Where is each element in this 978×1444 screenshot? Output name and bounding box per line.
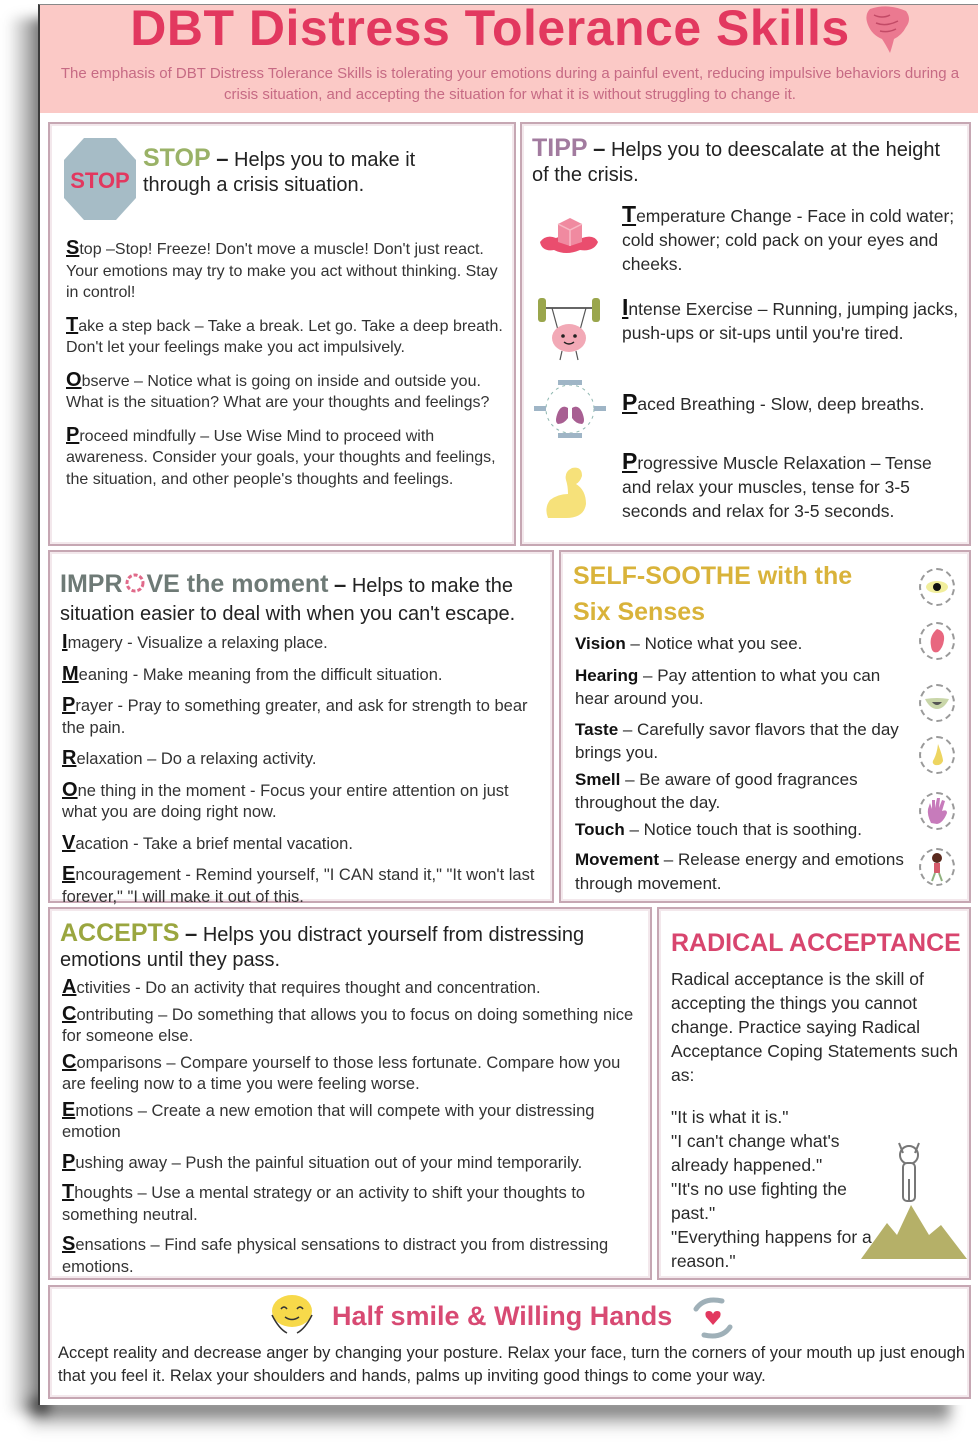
improve-key: IMPR VE the moment: [60, 570, 329, 598]
quote: "It's no use fighting the past.": [671, 1179, 847, 1223]
improve-item: One thing in the moment - Focus your entire attention on just what you are doing right now.: [62, 778, 509, 821]
improve-description: situation easier to deal with when you can't escape.: [60, 603, 516, 625]
flexed-arm-icon: [542, 464, 594, 522]
improve-item: Prayer - Pray to something greater, and ask for strength to bear the pain.: [62, 694, 528, 737]
tipp-item: Intense Exercise – Running, jumping jacks, push-ups or sit-ups until you're tired.: [622, 294, 959, 343]
improve-section: [48, 550, 554, 906]
self-soothe-title: SELF-SOOTHE with the Six Senses: [573, 562, 853, 626]
tipp-description: Helps you to deescalate at the height of the crisis.: [532, 139, 941, 186]
accepts-item: Activities - Do an activity that requires thought and concentration.: [62, 976, 541, 998]
accepts-list: [62, 977, 647, 1287]
improve-item: Vacation - Take a brief mental vacation.: [62, 831, 353, 854]
person-on-mountain-icon: [859, 1135, 969, 1263]
improve-item: Imagery - Visualize a relaxing place.: [62, 631, 328, 653]
poster: [38, 0, 978, 1405]
ear-icon: [919, 622, 955, 660]
quote: "It is what it is.": [671, 1107, 789, 1127]
improve-item: Encouragement - Remind yourself, "I CAN stand it," "It won't last forever," "I will make it out of this.: [62, 863, 535, 906]
sense-item: Vision – Notice what you see.: [575, 634, 803, 653]
tipp-item: Progressive Muscle Relaxation – Tense and relax your muscles, tense for 3-5 seconds and relax for 3-5 seconds.: [622, 448, 932, 521]
accepts-item: Sensations – Find safe physical sensations to distract you from distressing emotions.: [62, 1233, 609, 1276]
hand-icon: [919, 792, 955, 830]
radical-quotes: [671, 1105, 881, 1273]
improve-list: [62, 632, 542, 917]
improve-item: Relaxation – Do a relaxing activity.: [62, 747, 317, 769]
quote: "I can't change what's already happened.": [671, 1131, 840, 1175]
smiling-face-icon: [267, 1293, 317, 1337]
sense-item: Touch – Notice touch that is soothing.: [575, 819, 862, 839]
stop-item: Take a step back – Take a break. Let go. Take a deep breath. Don't let your feelings make you act impulsively.: [66, 313, 503, 356]
stop-item: Proceed mindfully – Use Wise Mind to proceed with awareness. Consider your goals, your thoughts and feelings, the situation, and other people's thoughts and feelings.: [66, 423, 496, 488]
tipp-item: Temperature Change - Face in cold water; cold shower; cold pack on your eyes and cheeks.: [622, 201, 955, 274]
radical-acceptance-section: [657, 907, 971, 1280]
accepts-item: Thoughts – Use a mental strategy or an activity to shift your thoughts to something neutral.: [62, 1181, 586, 1224]
tipp-key: TIPP: [532, 134, 588, 162]
half-smile-title: Half smile & Willing Hands: [332, 1301, 673, 1331]
accepts-section: [48, 907, 652, 1280]
accepts-item: Contributing – Do something that allows you to focus on doing something nice for someone else.: [62, 1002, 634, 1045]
tipp-section: [520, 122, 971, 546]
half-smile-section: [48, 1285, 971, 1399]
self-soothe-section: [559, 550, 971, 903]
accepts-item: Pushing away – Push the painful situation out of your mind temporarily.: [62, 1150, 583, 1173]
sense-item: Hearing – Pay attention to what you can hear around you.: [575, 665, 881, 708]
improve-header: IMPR VE the moment – Helps to make the situation easier to deal with when you can't escape.: [60, 570, 516, 625]
page-title: DBT Distress Tolerance Skills: [130, 0, 850, 56]
stop-sign-icon: [62, 136, 138, 222]
accepts-description: Helps you distract yourself from distressing emotions until they pass.: [60, 924, 585, 971]
accepts-key: ACCEPTS: [60, 919, 180, 947]
brain-icon: [862, 5, 914, 55]
senses-list: [575, 632, 905, 895]
eye-icon: [919, 568, 955, 606]
lungs-breathing-icon: [532, 378, 608, 440]
quote: "Everything happens for a reason.": [671, 1227, 872, 1271]
improve-item: Meaning - Make meaning from the difficult situation.: [62, 662, 443, 685]
stop-section: [48, 122, 516, 546]
accepts-header: ACCEPTS – Helps you distract yourself from distressing emotions until they pass.: [60, 919, 585, 971]
sense-item: Taste – Carefully savor flavors that the day brings you.: [575, 719, 899, 762]
brain-lifting-weights-icon: [536, 294, 602, 364]
dancing-person-icon: [919, 848, 955, 886]
tipp-item: Paced Breathing - Slow, deep breaths.: [622, 389, 925, 415]
page-subtitle: The emphasis of DBT Distress Tolerance Skills is tolerating your emotions during a painful event, reducing impulsive behaviors during a crisis situation, and accepting the situation for what it is without struggling to change it.: [60, 65, 960, 103]
stop-item: Stop –Stop! Freeze! Don't move a muscle! Don't just react. Your emotions may try to make you act without thinking. Stay in control!: [66, 237, 498, 301]
mouth-icon: [919, 684, 955, 722]
stop-dash: –: [216, 146, 229, 171]
sense-item: Smell – Be aware of good fragrances throughout the day.: [575, 769, 858, 812]
gear-icon: [123, 570, 147, 596]
half-smile-description: Accept reality and decrease anger by changing your posture. Relax your face, turn the corners of your mouth up just enough that you feel it. Relax your shoulders and hands, palms up inviting good things to come your way.: [58, 1344, 966, 1385]
stop-header: [143, 146, 483, 198]
sense-item: Movement – Release energy and emotions through movement.: [575, 850, 904, 893]
header-banner: [40, 0, 978, 113]
accepts-item: Comparisons – Compare yourself to those less fortunate. Compare how you are feeling now to a time you were feeling worse.: [62, 1050, 621, 1093]
tipp-header: TIPP – Helps you to deescalate at the height of the crisis.: [532, 134, 941, 186]
accepts-item: Emotions – Create a new emotion that will compete with your distressing emotion: [62, 1098, 595, 1141]
stop-item: Observe – Notice what is going on inside and outside you. What is the situation? What are your thoughts and feelings?: [66, 368, 490, 411]
radical-description: Radical acceptance is the skill of accepting the things you cannot change. Practice saying Radical Acceptance Coping Statements such as:: [671, 969, 958, 1085]
nose-icon: [919, 736, 955, 774]
melting-ice-icon: [536, 212, 602, 262]
radical-title: RADICAL ACCEPTANCE: [671, 929, 961, 957]
hands-heart-icon: [690, 1295, 736, 1341]
stop-description: Helps you to make it through a crisis situation.: [143, 149, 416, 196]
stop-list: [66, 238, 506, 499]
svg-text:STOP: STOP: [70, 168, 130, 193]
stop-key: STOP: [143, 144, 211, 172]
